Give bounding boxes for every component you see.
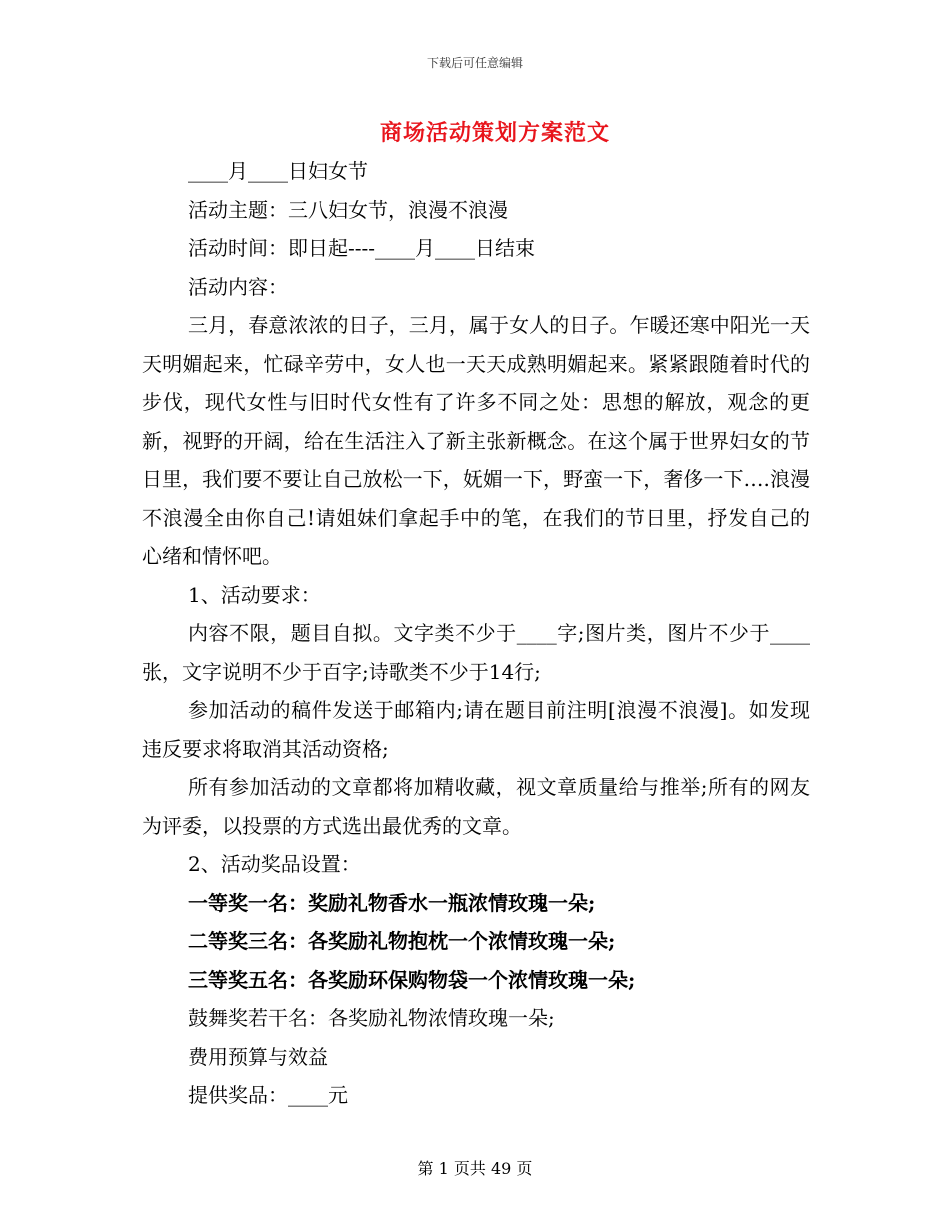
intro-paragraph: 三月，春意浓浓的日子，三月，属于女人的日子。乍暖还寒中阳光一天天明媚起来，忙碌辛劳中，女人也一天天成熟明媚起来。紧紧跟随着时代的步伐，现代女性与旧时代女性有了许多不同之处：思想的解放，观念的更新，视野的开阔，给在生活注入了新主张新概念。在这个属于世界妇女的节日里，我们要不要让自己放松一下，妩媚一下，野蛮一下，奢侈一下….浪漫不浪漫全由你自己!请姐妹们拿起手中的笔，在我们的节日里，抒发自己的心绪和情怀吧。 <box>142 313 810 568</box>
requirement-content: 内容不限，题目自拟。文字类不少于____字;图片类，图片不少于____张，文字说明不少于百字;诗歌类不少于14行; <box>142 621 810 684</box>
budget-heading: 费用预算与效益 <box>188 1044 328 1069</box>
prizes-heading: 2、活动奖品设置： <box>188 852 361 876</box>
first-prize: 一等奖一名：奖励礼物香水一瓶浓情玫瑰一朵; <box>188 890 596 915</box>
document-body <box>142 152 810 1115</box>
requirement-evaluation: 所有参加活动的文章都将加精收藏，视文章质量给与推举;所有的网友为评委，以投票的方式选出最优秀的文章。 <box>142 775 810 838</box>
second-prize: 二等奖三名：各奖励礼物抱枕一个浓情玫瑰一朵; <box>188 929 616 953</box>
page-header-note: 下载后可任意编辑 <box>426 56 523 70</box>
requirements-heading: 1、活动要求： <box>188 582 321 607</box>
requirement-submission: 参加活动的稿件发送于邮箱内;请在题目前注明[浪漫不浪漫]。如发现违反要求将取消其活动资格; <box>142 698 810 761</box>
third-prize: 三等奖五名：各奖励环保购物袋一个浓情玫瑰一朵; <box>188 967 636 992</box>
document-title: 商场活动策划方案范文 <box>379 120 610 146</box>
activity-time: 活动时间：即日起----____月____日结束 <box>188 236 536 260</box>
activity-content-heading: 活动内容： <box>188 274 288 299</box>
activity-theme: 活动主题：三八妇女节，浪漫不浪漫 <box>188 197 508 222</box>
date-line: ____月____日妇女节 <box>188 159 368 183</box>
page-footer: 第 1 页共 49 页 <box>417 1159 533 1178</box>
prize-budget: 提供奖品：____元 <box>188 1083 348 1107</box>
encouragement-prize: 鼓舞奖若干名：各奖励礼物浓情玫瑰一朵; <box>188 1006 555 1030</box>
